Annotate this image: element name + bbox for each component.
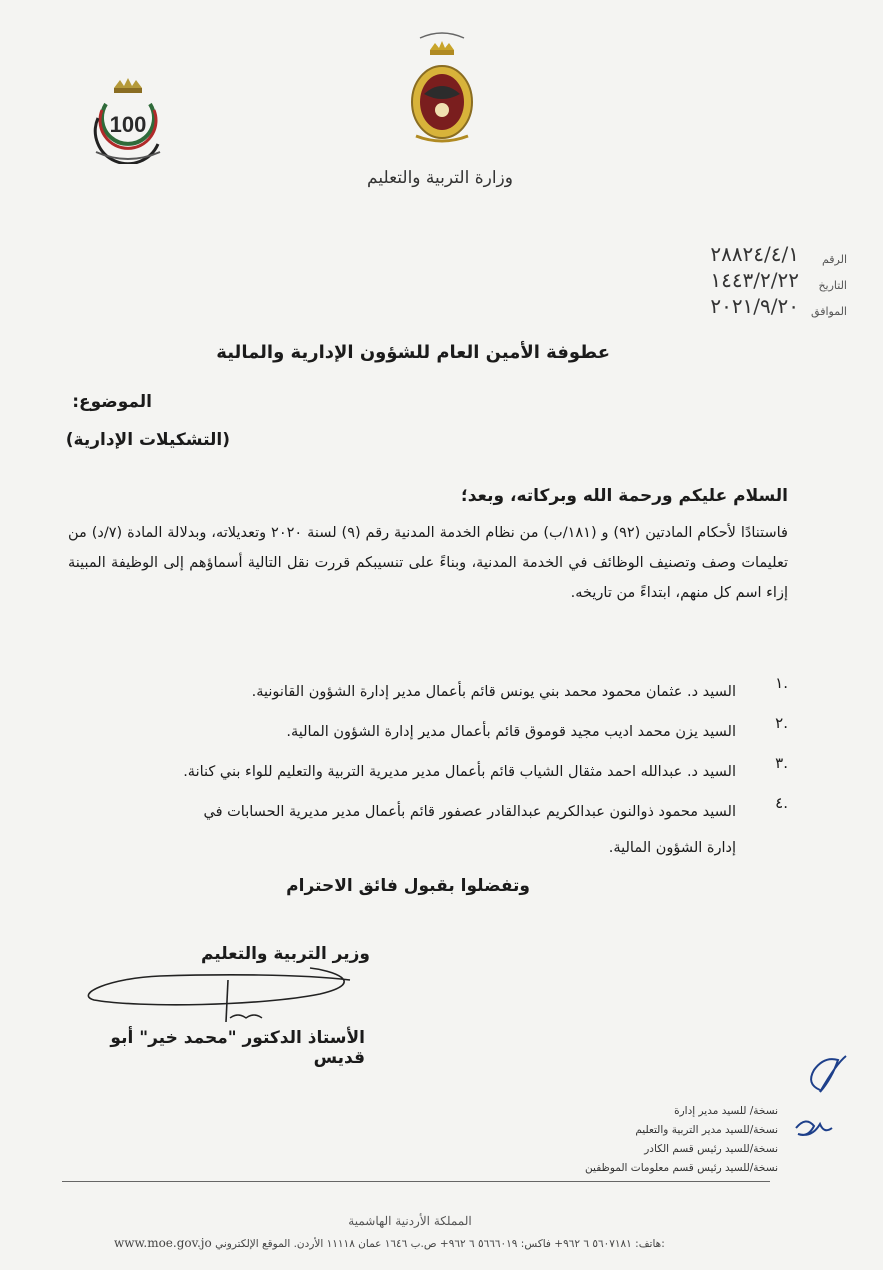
ref-gregorian-row [597,292,847,318]
subject-value: (التشكيلات الإدارية) [65,430,230,450]
footer-contact [110,1236,770,1250]
ref-gregorian-label: الموافق [811,305,847,318]
ministry-title: وزارة التربية والتعليم [367,168,513,188]
list-item [58,794,788,866]
copy-line: نسخة/للسيد رئيس قسم الكادر [644,1143,778,1155]
subject-label: الموضوع: [72,392,152,412]
item-text [58,794,748,866]
list-item [58,714,788,750]
centenary-logo-icon [92,74,164,164]
item-number: .٤ [775,794,788,812]
copies-list [540,1102,778,1178]
initials-icon [790,1050,860,1160]
royal-emblem-icon [402,28,482,146]
item-line: السيد د. عثمان محمود محمد بني يونس قائم بأعمال مدير إدارة الشؤون القانونية. [251,684,736,700]
item-line-cont: إدارة الشؤون المالية. [608,840,736,856]
ref-hijri-label: التاريخ [818,279,847,292]
item-text [58,674,748,710]
item-line: السيد د. عبدالله احمد مثقال الشياب قائم بأعمال مدير مديرية التربية والتعليم للواء بني كنانة. [183,764,736,780]
signatory-name: الأستاذ الدكتور "محمد خير" أبو قديس [110,1028,365,1068]
reference-block [597,240,847,318]
ref-number-row [597,240,847,266]
copy-line: نسخة/ للسيد مدير إدارة [674,1105,778,1117]
item-text [58,714,748,750]
footer-divider [62,1181,770,1182]
closing-line: وتفضلوا بقبول فائق الاحترام [286,876,530,896]
contact-info: هاتف: ٥٦٠٧١٨١ ٦ ٩٦٢+ فاكس: ٥٦٦٦٠١٩ ٦ ٩٦٢+ ص.ب ١٦٤٦ عمان ١١١١٨ الأردن. الموقع الإلكتروني: [215,1238,665,1250]
item-number: .٣ [775,754,788,772]
addressee: عطوفة الأمين العام للشؤون الإدارية والمالية [216,342,610,363]
signatory-title: وزير التربية والتعليم [200,944,370,964]
copy-line: نسخة/للسيد رئيس قسم معلومات الموظفين [585,1162,778,1174]
ref-hijri-row [597,266,847,292]
item-text [58,754,748,790]
ref-hijri-value: ١٤٤٣/٢/٢٢ [710,268,799,292]
list-item [58,674,788,710]
footer-country: المملكة الأردنية الهاشمية [348,1214,472,1228]
item-number: .٢ [775,714,788,732]
ref-number-label: الرقم [821,253,847,266]
website-link[interactable]: www.moe.gov.jo [114,1236,212,1250]
copy-line: نسخة/للسيد مدير التربية والتعليم [635,1124,778,1136]
greeting: السلام عليكم ورحمة الله وبركاته، وبعد؛ [460,486,788,506]
list-item [58,754,788,790]
signature-icon [80,960,380,1030]
item-line: السيد محمود ذوالنون عبدالكريم عبدالقادر عصفور قائم بأعمال مدير مديرية الحسابات في [203,804,736,820]
ref-gregorian-value: ٢٠٢١/٩/٢٠ [710,294,799,318]
transfer-list [58,674,788,870]
svg-text:100: 100 [109,112,147,137]
ref-number-value: ٢٨٨٢٤/٤/١ [710,242,799,266]
item-line: السيد يزن محمد اديب مجيد قوموق قائم بأعمال مدير إدارة الشؤون المالية. [286,724,736,740]
body-paragraph: فاستنادًا لأحكام المادتين (٩٢) و (١٨١/ب) من نظام الخدمة المدنية رقم (٩) لسنة ٢٠٢٠ وتعديلاته، وبدلالة المادة (٧/د) من تعليمات وصف وتصنيف الوظائف في الخدمة المدنية، وبناءً على تنسيبكم قررت نقل التالية أسماؤهم إلى الوظيفة المبينة إزاء اسم كل منهم، ابتداءً من تاريخه. [68,525,788,601]
item-number: .١ [775,674,788,692]
